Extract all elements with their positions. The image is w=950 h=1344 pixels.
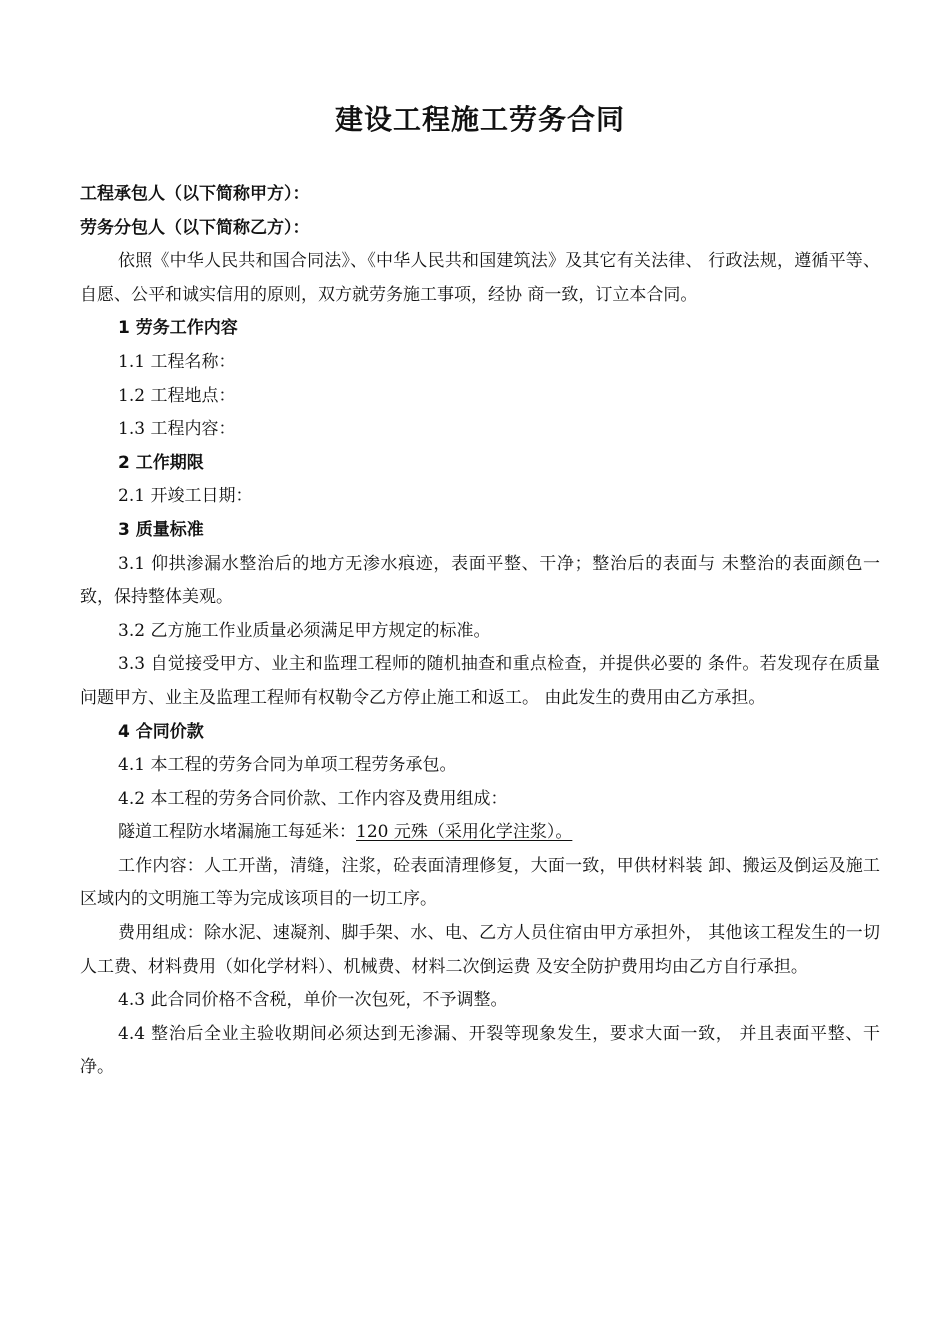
party-a-line: 工程承包人（以下简称甲方）： <box>80 184 310 204</box>
price-value: 120 元殊（采用化学注浆）。 <box>356 822 573 843</box>
clause-2-1: 2.1 开竣工日期： <box>118 486 253 507</box>
clause-4-4: 4.4 整治后全业主验收期间必须达到无渗漏、开裂等现象发生，要求大面一致， 并且表面平整、干净。 <box>80 1023 880 1078</box>
work-content-paragraph: 工作内容：人工开凿，清缝，注浆，砼表面清理修复，大面一致，甲供材料装 卸、搬运及倒运及施工区域内的文明施工等为完成该项目的一切工序。 <box>80 855 880 910</box>
clause-3-3: 3.3 自觉接受甲方、业主和监理工程师的随机抽查和重点检查，并提供必要的 条件。若发现存在质量问题甲方、业主及监理工程师有权勒令乙方停止施工和返工。 由此发生的费用由乙方承担。 <box>80 654 880 708</box>
clause-4-3: 4.3 此合同价格不含税，单价一次包死，不予调整。 <box>118 990 508 1011</box>
intro-paragraph: 依照《中华人民共和国合同法》、《中华人民共和国建筑法》及其它有关法律、 行政法规，遵循平等、自愿、公平和诚实信用的原则，双方就劳务施工事项，经协 商一致，订立本合同。 <box>80 251 880 305</box>
cost-composition-paragraph: 费用组成：除水泥、速凝剂、脚手架、水、电、乙方人员住宿由甲方承担外， 其他该工程发生的一切人工费、材料费用（如化学材料）、机械费、材料二次倒运费 及安全防护费用均由乙方自行承担。 <box>80 923 880 977</box>
price-line <box>80 816 880 850</box>
section-heading-4: 4 合同价款 <box>118 721 204 742</box>
section-heading-1: 1 劳务工作内容 <box>118 318 238 339</box>
section-heading-3: 3 质量标准 <box>118 519 204 540</box>
clause-3-2: 3.2 乙方施工作业质量必须满足甲方规定的标准。 <box>118 620 491 641</box>
page-title: 建设工程施工劳务合同 <box>334 103 625 136</box>
party-b-line: 劳务分包人（以下简称乙方）： <box>80 217 310 238</box>
section-heading-2: 2 工作期限 <box>118 452 204 473</box>
clause-4-2: 4.2 本工程的劳务合同价款、工作内容及费用组成： <box>118 788 508 809</box>
clause-1-3: 1.3 工程内容： <box>118 419 236 440</box>
clause-3-1: 3.1 仰拱渗漏水整治后的地方无渗水痕迹，表面平整、干净；整治后的表面与 未整治的表面颜色一致，保持整体美观。 <box>80 553 880 608</box>
clause-4-1: 4.1 本工程的劳务合同为单项工程劳务承包。 <box>118 755 457 776</box>
price-label: 隧道工程防水堵漏施工每延米： <box>118 822 356 843</box>
contract-page <box>80 96 880 1085</box>
clause-1-2: 1.2 工程地点： <box>118 385 236 406</box>
clause-1-1: 1.1 工程名称： <box>118 351 236 372</box>
